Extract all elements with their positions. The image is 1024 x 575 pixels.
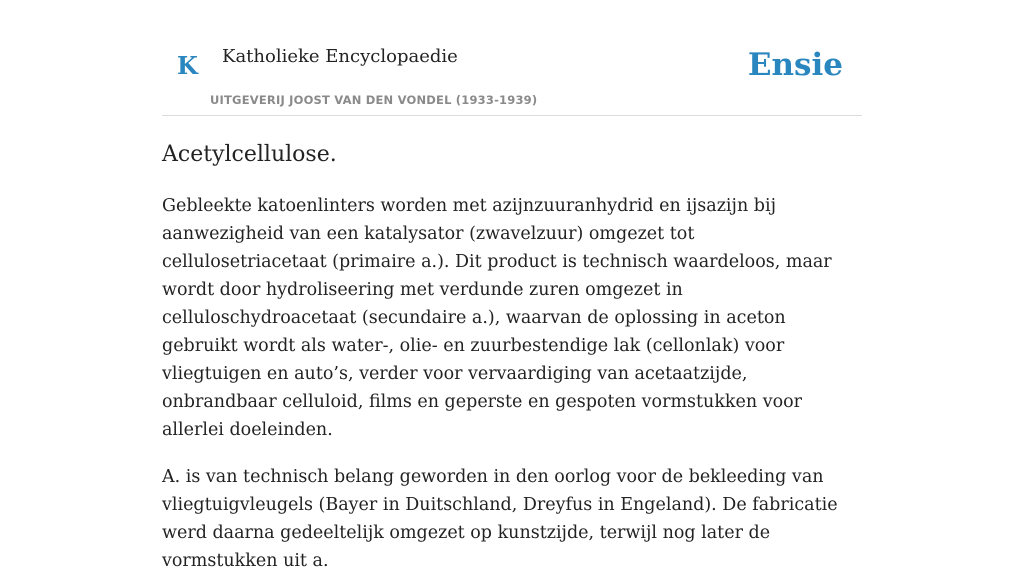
article-paragraph: A. is van technisch belang geworden in den oorlog voor de bekleeding van vliegtuigvleugels (Bayer in Duitschland, Dreyfus in Engeland). De fabricatie werd daarna gedeeltelijk omgezet op kunstzijde, terwijl nog later de vormstukken uit a. <box>162 467 838 572</box>
site-header <box>162 0 862 116</box>
publication-logo[interactable]: K <box>177 51 198 80</box>
publisher-subtitle: UITGEVERIJ JOOST VAN DEN VONDEL (1933-1939) <box>210 93 538 107</box>
publication-title[interactable]: Katholieke Encyclopaedie <box>222 46 458 67</box>
page-container <box>162 0 862 575</box>
article-paragraph: Gebleekte katoenlinters worden met azijnzuuranhydrid en ijsazijn bij aanwezigheid van een katalysator (zwavelzuur) omgezet tot cellulosetriacetaat (primaire a.). Dit product is technisch waardeloos, maar wordt door hydroliseering met verdunde zuren omgezet in celluloschydroacetaat (secundaire a.), waarvan de oplossing in aceton gebruikt wordt als water-, olie- en zuurbestendige lak (cellonlak) voor vliegtuigen en auto’s, verder voor vervaardiging van acetaatzijde, onbrandbaar celluloid, films en geperste en gespoten vormstukken voor allerlei doeleinden. <box>162 196 832 441</box>
ensie-brand-logo[interactable]: Ensie <box>747 47 843 83</box>
article-title: Acetylcellulose. <box>162 142 337 167</box>
